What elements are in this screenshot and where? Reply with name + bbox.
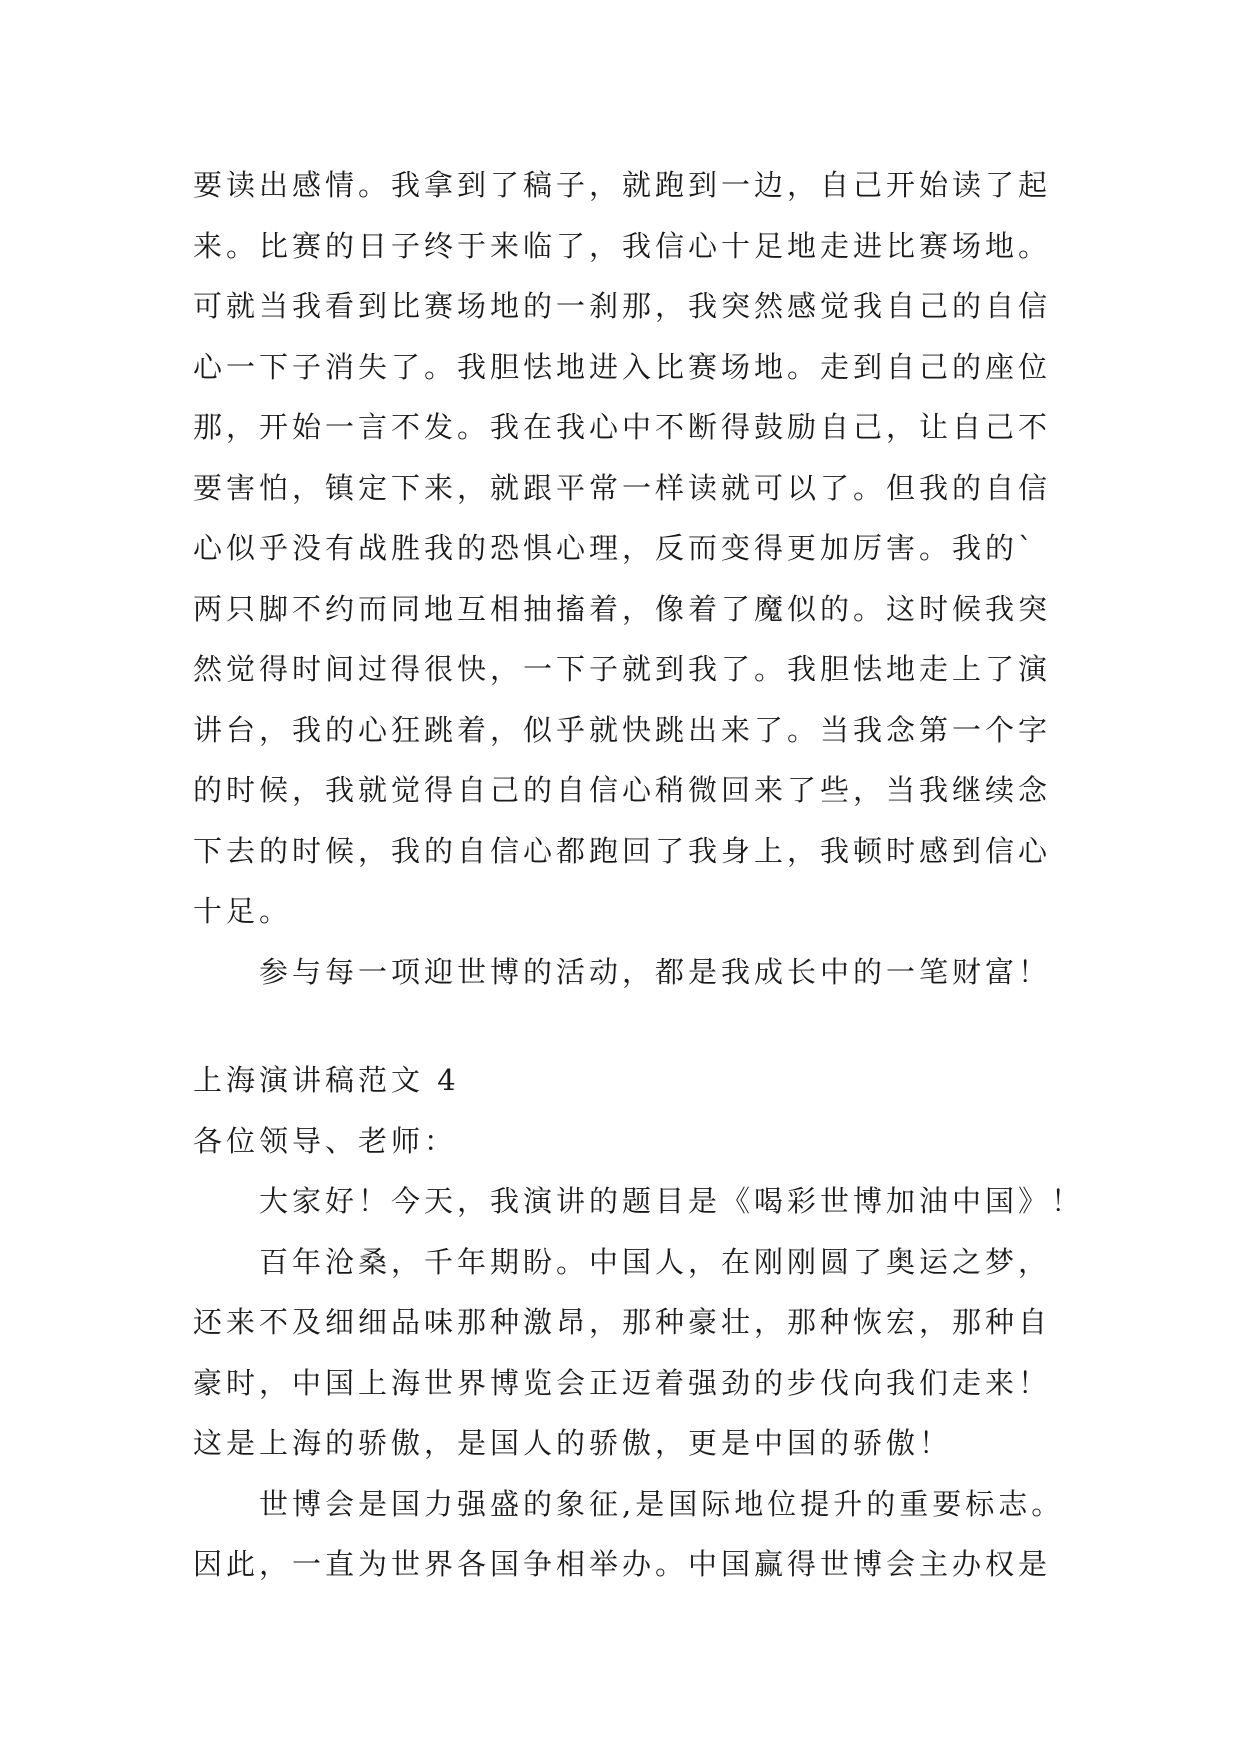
paragraph-line: 来。比赛的日子终于来临了，我信心十足地走进比赛场地。	[193, 228, 1052, 263]
paragraph-line: 百年沧桑，千年期盼。中国人，在刚刚圆了奥运之梦，	[259, 1244, 1052, 1279]
paragraph-line: 十足。	[193, 894, 293, 928]
paragraph-line: 世博会是国力强盛的象征,是国际地位提升的重要标志。	[259, 1486, 1065, 1521]
paragraph-line: 豪时，中国上海世界博览会正迈着强劲的步伐向我们走来！	[193, 1365, 1052, 1400]
paragraph-line: 心似乎没有战胜我的恐惧心理，反而变得更加厉害。我的`	[193, 531, 1037, 565]
salutation: 各位领导、老师：	[193, 1123, 458, 1158]
section-spacer	[193, 1002, 1063, 1050]
document-body	[193, 155, 1085, 1595]
paragraph-line: 讲台，我的心狂跳着，似乎就快跳出来了。当我念第一个字	[193, 712, 1052, 747]
paragraph-expo-wealth: 参与每一项迎世博的活动，都是我成长中的一笔财富！	[259, 954, 1052, 989]
paragraph-line: 要害怕，镇定下来，就跟平常一样读就可以了。但我的自信	[193, 470, 1052, 505]
paragraph-line: 因此，一直为世界各国争相举办。中国赢得世博会主办权是	[193, 1547, 1052, 1581]
paragraph-line: 还来不及细细品味那种激昂，那种豪壮，那种恢宏，那种自	[193, 1305, 1052, 1339]
greeting: 大家好！今天，我演讲的题目是《喝彩世博加油中国》！	[259, 1184, 1085, 1218]
paragraph-expo-symbol	[193, 1474, 1063, 1595]
paragraph-self-confidence	[193, 155, 1063, 942]
section-title: 上海演讲稿范文 4	[193, 1063, 460, 1097]
paragraph-line: 要读出感情。我拿到了稿子，就跑到一边，自己开始读了起	[193, 168, 1052, 202]
paragraph-line: 可就当我看到比赛场地的一刹那，我突然感觉我自己的自信	[193, 289, 1052, 323]
paragraph-line: 下去的时候，我的自信心都跑回了我身上，我顿时感到信心	[193, 833, 1052, 868]
paragraph-line: 心一下子消失了。我胆怯地进入比赛场地。走到自己的座位	[193, 349, 1052, 384]
paragraph-line: 那，开始一言不发。我在我心中不断得鼓励自己，让自己不	[193, 410, 1052, 444]
paragraph-line: 的时候，我就觉得自己的自信心稍微回来了些，当我继续念	[193, 773, 1052, 807]
paragraph-line: 然觉得时间过得很快，一下子就到我了。我胆怯地走上了演	[193, 652, 1052, 686]
paragraph-centuries	[193, 1232, 1063, 1474]
paragraph-line: 两只脚不约而同地互相抽搐着，像着了魔似的。这时候我突	[193, 591, 1052, 626]
paragraph-line: 这是上海的骄傲，是国人的骄傲，更是中国的骄傲！	[193, 1426, 953, 1460]
